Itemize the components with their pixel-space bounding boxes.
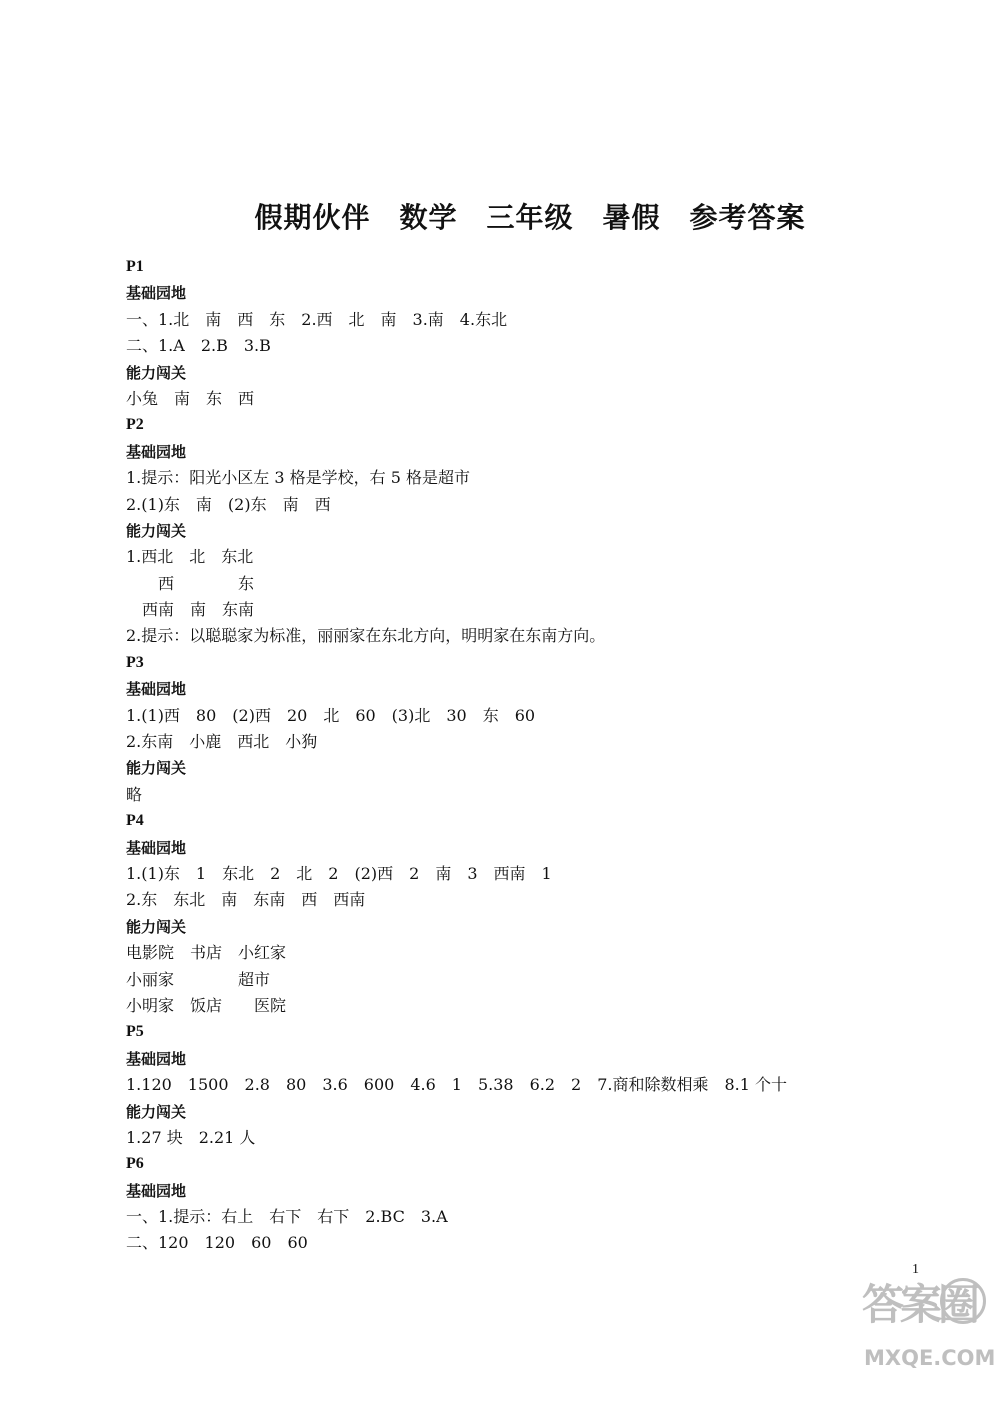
page-label-p1: P1 xyxy=(126,258,144,275)
answer-line: 一、1.提示：右上 右下 右下 2.BC 3.A xyxy=(126,1207,448,1227)
page-label-p6: P6 xyxy=(126,1155,144,1173)
page-label-p4: P4 xyxy=(126,812,144,830)
page-label-p2: P2 xyxy=(126,416,144,434)
answer-line: 1.提示：阳光小区左 3 格是学校，右 5 格是超市 xyxy=(126,468,470,488)
page-label-p3: P3 xyxy=(126,653,144,671)
section-heading: 基础园地 xyxy=(126,680,187,699)
answer-line: 电影院 书店 小红家 xyxy=(126,943,287,963)
section-heading: 能力闯关 xyxy=(126,759,187,778)
page-number: 1 xyxy=(912,1262,919,1277)
answer-line: 1.27 块 2.21 人 xyxy=(126,1127,256,1147)
answer-line: 略 xyxy=(126,784,143,804)
answer-content xyxy=(126,254,946,1257)
answer-line: 一、1.北 南 西 东 2.西 北 南 3.南 4.东北 xyxy=(126,309,508,329)
watermark-seal-icon xyxy=(940,1278,986,1324)
page-label-p5: P5 xyxy=(126,1023,144,1041)
watermark-logo-text: 答案圈 xyxy=(862,1280,977,1329)
answer-line: 二、120 120 60 60 xyxy=(126,1233,308,1253)
answer-line: 二、1.A 2.B 3.B xyxy=(126,336,271,356)
section-heading: 能力闯关 xyxy=(126,363,187,382)
section-heading: 基础园地 xyxy=(126,442,187,461)
answer-line: 1.120 1500 2.8 80 3.6 600 4.6 1 5.38 6.2 2 7.商和除数相乘 8.1 个十 xyxy=(126,1075,787,1095)
answer-line: 1.(1)东 1 东北 2 北 2 (2)西 2 南 3 西南 1 xyxy=(126,863,552,883)
answer-line: 2.(1)东 南 (2)东 南 西 xyxy=(126,494,331,514)
section-heading: 基础园地 xyxy=(126,1049,187,1068)
section-heading: 基础园地 xyxy=(126,838,187,857)
section-heading: 基础园地 xyxy=(126,284,187,303)
section-heading: 能力闯关 xyxy=(126,521,187,540)
answer-line: 1.西北 北 东北 xyxy=(126,547,254,567)
watermark-site-text: MXQE.COM xyxy=(864,1346,996,1370)
section-heading: 能力闯关 xyxy=(126,1102,187,1121)
answer-line: 2.东南 小鹿 西北 小狗 xyxy=(126,732,318,752)
answer-line: 西南 南 东南 xyxy=(126,600,255,620)
answer-line: 2.提示：以聪聪家为标准，丽丽家在东北方向，明明家在东南方向。 xyxy=(126,626,606,646)
section-heading: 能力闯关 xyxy=(126,917,187,936)
watermark-logo xyxy=(862,1270,994,1406)
answer-line: 小丽家 超市 xyxy=(126,969,271,989)
answer-line: 1.(1)西 80 (2)西 20 北 60 (3)北 30 东 60 xyxy=(126,705,536,725)
answer-line: 2.东 东北 南 东南 西 西南 xyxy=(126,890,366,910)
section-heading: 基础园地 xyxy=(126,1181,187,1200)
page-title: 假期伙伴 数学 三年级 暑假 参考答案 xyxy=(254,201,806,234)
answer-line: 西 东 xyxy=(126,573,255,593)
answer-line: 小兔 南 东 西 xyxy=(126,388,255,408)
answer-line: 小明家 饭店 医院 xyxy=(126,995,287,1015)
